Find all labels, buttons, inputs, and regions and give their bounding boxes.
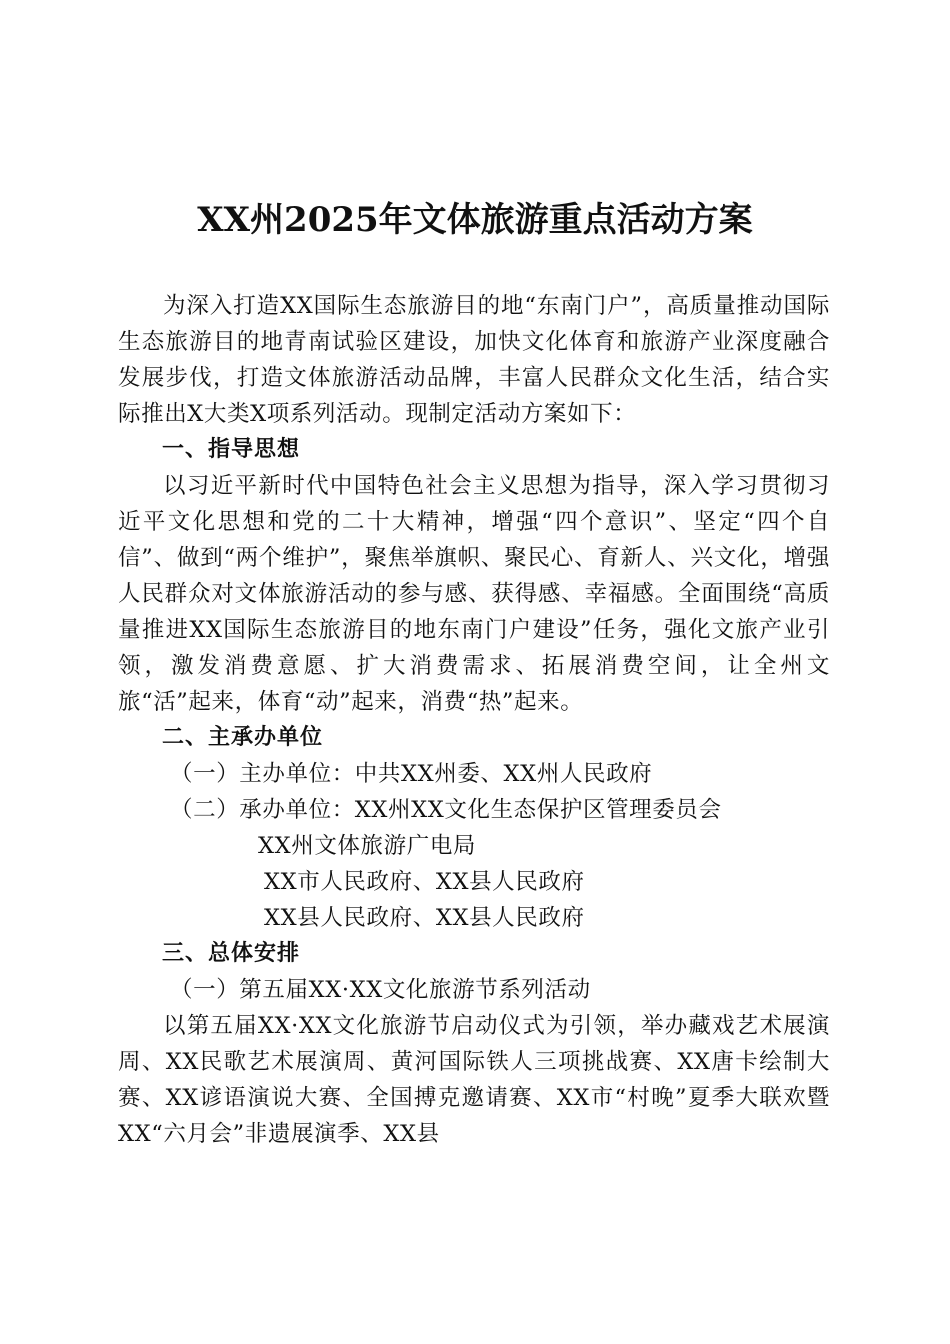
organizer-unit-line: （二）承办单位：XX州XX文化生态保护区管理委员会 (170, 797, 722, 823)
organizer-unit-line-4: XX县人民政府、XX县人民政府 (264, 905, 585, 931)
document-title: XX州2025年文体旅游重点活动方案 (197, 200, 753, 240)
organizer-unit-line-2: XX州文体旅游广电局 (258, 833, 477, 859)
organizer-unit-line-3: XX市人民政府、XX县人民政府 (264, 869, 585, 895)
section-heading-overall-arrangement: 三、总体安排 (162, 941, 301, 966)
section-heading-organizers: 二、主承办单位 (162, 725, 324, 750)
subsection-culture-tourism-festival: （一）第五届XX·XX文化旅游节系列活动 (170, 977, 591, 1003)
festival-paragraph: 以第五届XX·XX文化旅游节启动仪式为引领，举办藏戏艺术展演周、XX民歌艺术展演周、黄河国际铁人三项挑战赛、XX唐卡绘制大赛、XX谚语演说大赛、全国搏克邀请赛、XX市“村晚”夏季大联欢暨XX“六月会”非遗展演季、XX县 (118, 1013, 830, 1147)
guiding-ideology-paragraph: 以习近平新时代中国特色社会主义思想为指导，深入学习贯彻习近平文化思想和党的二十大精神，增强“四个意识”、坚定“四个自信”、做到“两个维护”，聚焦举旗帜、聚民心、育新人、兴文化，增强人民群众对文体旅游活动的参与感、获得感、幸福感。全面围绕“高质量推进XX国际生态旅游目的地东南门户建设”任务，强化文旅产业引领，激发消费意愿、扩大消费需求、拓展消费空间，让全州文旅“活”起来，体育“动”起来，消费“热”起来。 (118, 473, 830, 715)
document-body (118, 288, 830, 1152)
section-heading-guiding-ideology: 一、指导思想 (162, 437, 301, 462)
host-unit-line: （一）主办单位：中共XX州委、XX州人民政府 (170, 761, 653, 787)
intro-paragraph: 为深入打造XX国际生态旅游目的地“东南门户”，高质量推动国际生态旅游目的地青南试验区建设，加快文化体育和旅游产业深度融合发展步伐，打造文体旅游活动品牌，丰富人民群众文化生活，结合实际推出X大类X项系列活动。现制定活动方案如下： (118, 293, 830, 427)
